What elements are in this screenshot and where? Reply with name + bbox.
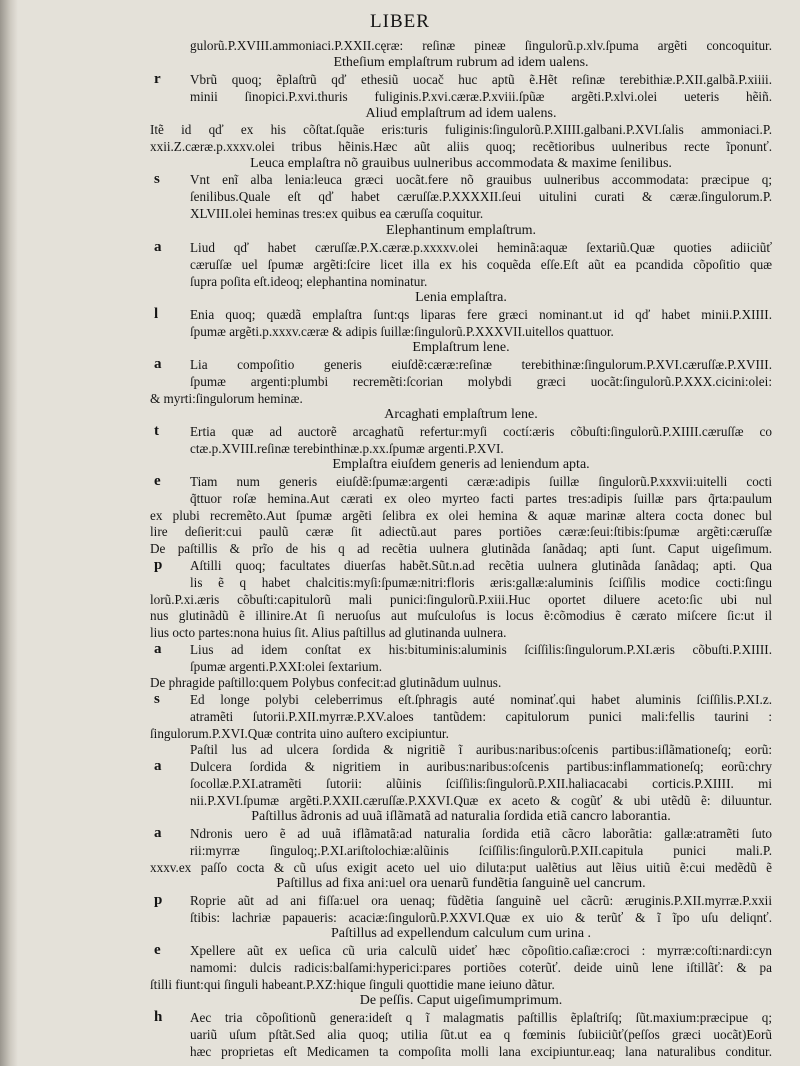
line-text: Dulcera ſordida & nigritiem in auribus:naribus:oſcenis partibus:inflammationeſq; eorũ:chry: [190, 759, 772, 774]
text-line: [150, 893, 772, 910]
binding-gutter: [0, 0, 18, 1066]
line-text: minii ſinopici.P.xvi.thuris fuliginis.P.xvi.cæræ.P.xviii.ſpũæ argẽti.P.xlvi.olei ueteris hẽiñ.: [190, 89, 772, 104]
line-text: De phragide paſtillo:quem Polybus confecit:ad glutinãdum uulnus.: [150, 675, 502, 690]
text-line: [150, 625, 772, 642]
guide-letter: a: [154, 239, 162, 255]
text-line: [150, 257, 772, 274]
line-text: ſtilli fiunt:qui ſinguli habeant.P.XZ:hique ſinguli quottidie mane ieiuno dãtur.: [150, 977, 555, 992]
line-text: ſupra poſita eſt.ideoq; elephantina nominatur.: [190, 274, 428, 289]
text-line: [150, 189, 772, 206]
text-line: [150, 675, 772, 692]
text-line: [150, 993, 772, 1010]
text-line: [150, 172, 772, 189]
text-line: [150, 876, 772, 893]
line-text: ſpumæ argenti.P.XXI:olei ſextarium.: [190, 659, 383, 674]
line-text: ſpumæ argẽti.p.xxxv.cæræ & adipis ſuillæ:ſingulorũ.P.XXXVII.uitellos quattuor.: [190, 324, 614, 339]
guide-letter: a: [154, 758, 162, 774]
text-line: [150, 407, 772, 424]
text-line: [150, 508, 772, 525]
line-text: Ed longe polybi celeberrimus eſt.ſphragis auté nominať.qui habet aluminis ſciſſilis.P.XI.z.: [190, 692, 772, 707]
line-text: lis ẽ q habet chalcitis:myſi:ſpumæ:nitri:floris æris:gallæ:aluminis ſciſſilis modice cocti:ſingu: [190, 575, 772, 590]
text-line: [150, 156, 772, 173]
text-line: [150, 274, 772, 291]
line-text: lorũ.P.xi.æris cõbuſti:capitulorũ mali punici:ſingulorũ.P.xiii.Huc oportet diluere aceto:ſic ubi nul: [150, 592, 772, 607]
running-head: LIBER: [370, 11, 430, 32]
line-text: xxii.Z.cæræ.p.xxxv.olei tribus hẽinis.Hæc aũt aliis quoq; recẽtioribus uulneribus recte ĩponunť.: [150, 139, 772, 154]
line-text: uariũ uſum pſtãt.Sed alia quoq; utilia ſũt.ut ea q fœminis ſubiiciũť(peſſos græci uocãt)Eorũ: [190, 1027, 772, 1042]
text-line: [150, 122, 772, 139]
text-line: [150, 960, 772, 977]
guide-letter: h: [154, 1009, 163, 1025]
text-line: [150, 55, 772, 72]
guide-letter: t: [154, 423, 159, 439]
text-line: [150, 340, 772, 357]
text-line: [150, 1027, 772, 1044]
line-text: Ndronis uero ẽ ad uuã iflãmatã:ad naturalia ſordida etiã cãcro laborãtia: gallæ:atramẽti ſuto: [190, 826, 772, 841]
line-text: Aec tria cõpoſitionũ genera:ideſt q ĩ malagmatis paſtillis ẽplaſtriſq; ſũt.maxium:præcipue q;: [190, 1010, 772, 1025]
text-line: [150, 575, 772, 592]
guide-letter: a: [154, 356, 162, 372]
line-text: Vbrũ quoq; ẽplaſtrũ qď ethesiũ uocač huc aptũ ẽ.Hẽt reſinæ terebithiæ.P.XII.galbã.P.xiiii.: [190, 72, 772, 87]
text-line: [150, 926, 772, 943]
section-heading: Etheſium emplaſtrum rubrum ad idem ualens.: [333, 55, 589, 70]
text-line: [150, 307, 772, 324]
text-line: [150, 910, 772, 927]
guide-letter: e: [154, 942, 161, 958]
text-line: [150, 709, 772, 726]
line-text: Tiam num generis eiuſdẽ:ſpumæ:argenti cæræ:adipis ſuillæ ſingulorũ.P.xxxvii:uitelli cocti: [190, 474, 772, 489]
line-text: Liud qď habet cæruſſæ.P.X.cæræ.p.xxxxv.olei heminã:aquæ ſextariũ.Quæ quoties adiiciũť: [190, 240, 772, 255]
line-text: lire deſierit:cui paulũ cæræ ſit adiectũ.aut pares portiões cæræ:ſeui:ſtibis:ſpumæ argẽti:cæruſſæ: [150, 524, 772, 539]
line-text: nus glutinãdũ ẽ illinire.At ſi neruoſus aut muſculoſus is locus ẽ:cõmodius ẽ cærato miſcere ſic:ut il: [150, 608, 772, 623]
text-line: [150, 457, 772, 474]
text-line: [150, 809, 772, 826]
line-text: Vnt enĩ alba lenia:leuca græci uocãt.fere nõ grauibus uulneribus accommodata: præcipue q;: [190, 172, 772, 187]
guide-letter: e: [154, 473, 161, 489]
text-line: [150, 608, 772, 625]
text-line: [150, 860, 772, 877]
guide-letter: p: [154, 892, 163, 908]
text-line: [150, 290, 772, 307]
line-text: namomi: dulcis radicis:balſami:hyperici:pares portiões coterũť. deide uinũ lene iſtillãť: & pa: [190, 960, 772, 975]
section-heading: Paſtillus ãdronis ad uuã iſlãmatã ad naturalia ſordida etiã cancro laborantia.: [251, 809, 671, 824]
text-line: [150, 943, 772, 960]
text-line: [150, 391, 772, 408]
text-line: [150, 38, 772, 55]
text-line: [150, 357, 772, 374]
line-text: ſocollæ.P.XI.atramẽti ſutorii: alũinis ſciſſilis:ſingulorũ.P.XII.haliacacabi corticis.P.XIIII. mi: [190, 776, 772, 791]
line-text: Enia quoq; quædã emplaſtra ſunt:qs liparas fere græci nominant.ut id qď habet minii.P.XIIII.: [190, 307, 772, 322]
section-heading: Leuca emplaſtra nõ grauibus uulneribus accommodata & maxime ſenilibus.: [250, 156, 672, 171]
text-line: [150, 1044, 772, 1061]
line-text: XLVIII.olei heminas tres:ex quibus ea cæruſſa coquitur.: [190, 206, 484, 221]
line-text: Lia compoſitio generis eiuſdẽ:cæræ:reſinæ terebithinæ:ſingulorum.P.XVI.cæruſſæ.P.XVIII.: [190, 357, 772, 372]
text-line: [150, 89, 772, 106]
text-line: [150, 541, 772, 558]
line-text: ſpumæ argenti:plumbi recremẽti:ſcorian molybdi græci uocãt:ſingulorũ.P.XXX.cicini:olei:: [190, 374, 772, 389]
line-text: ſenilibus.Quale eſt qď habet cæruſſæ.P.XXXXII.ſeui uitulini curati & cæræ.ſingulorum.P.: [190, 189, 772, 204]
section-heading: Emplaſtrum lene.: [412, 340, 510, 355]
line-text: ex plubi recremẽto.Aut ſpumæ argẽti ſelibra ex olei hemina & aquæ marinæ altera cocta donec bul: [150, 508, 772, 523]
section-heading: Lenia emplaſtra.: [415, 290, 507, 305]
section-heading: Emplaſtra eiuſdem generis ad leniendum apta.: [332, 457, 590, 472]
section-heading: Paſtillus ad fixa ani:uel ora uenarũ fundẽtia ſanguinẽ uel cancrum.: [276, 876, 646, 891]
guide-letter: r: [154, 71, 161, 87]
text-line: [150, 106, 772, 123]
text-line: [150, 726, 772, 743]
section-heading: Aliud emplaſtrum ad idem ualens.: [365, 106, 557, 121]
text-line: [150, 240, 772, 257]
guide-letter: a: [154, 641, 162, 657]
text-line: [150, 742, 772, 759]
line-text: lius octo partes:nona huius ſit. Alius paſtillus ad glutinanda uulnera.: [150, 625, 507, 640]
line-text: cæruſſæ uel ſpumæ argẽti:ſcire licet illa ex his coquẽda eſſe.Eſt aũt ea pcandida cõpoſitio quæ: [190, 257, 772, 272]
text-line: [150, 374, 772, 391]
text-line: [150, 474, 772, 491]
text-line: [150, 139, 772, 156]
text-line: [150, 206, 772, 223]
line-text: Itẽ id qď ex his cõſtat.ſquãe eris:turis fuliginis:ſingulorũ.P.XIIII.galbani.P.XVI.ſalis ammoniaci.P.: [150, 122, 772, 137]
text-line: [150, 524, 772, 541]
section-heading: Elephantinum emplaſtrum.: [385, 223, 537, 238]
text-line: [150, 324, 772, 341]
section-heading: Arcaghati emplaſtrum lene.: [384, 407, 538, 422]
line-text: q̃ttuor roſæ hemina.Aut cærati ex oleo myrteo facti partes tres:adipis ſuillæ pars q̃rta:paulum: [190, 491, 772, 506]
text-line: [150, 759, 772, 776]
text-line: [150, 793, 772, 810]
section-heading: Paſtillus ad expellendum calculum cum urina .: [330, 926, 592, 941]
line-text: rii:myrræ ſinguloq;.P.XI.ariſtolochiæ:alũinis ſciſſilis:ſingulorũ.P.XII.capitula punici mali.P.: [190, 843, 772, 858]
line-text: ſingulorum.P.XVI.Quæ contrita uino auſtero excipiuntur.: [150, 726, 449, 741]
guide-letter: s: [154, 691, 160, 707]
line-text: Aſtilli quoq; facultates diuerſas habẽt.Sũt.n.ad recẽtia uulnera glutinãda ſanãdaq; apti. Qua: [190, 558, 772, 573]
text-line: [150, 592, 772, 609]
line-text: Lius ad idem conſtat ex his:bituminis:aluminis ſciſſilis:ſingulorum.P.XI.æris cõbuſti.P.XIIII.: [190, 642, 772, 657]
section-heading: De peſſis. Caput uigeſimumprimum.: [359, 993, 563, 1008]
line-text: De paſtillis & prĩo de his q ad recẽtia uulnera glutinãda ſanãdaq; apti ſunt. Caput uigeſimum.: [150, 541, 772, 556]
line-text: Paſtil lus ad ulcera ſordida & nigritiẽ ĩ auribus:naribus:oſcenis partibus:iſlãmationeſq; eorũ:: [190, 742, 772, 757]
text-line: [150, 72, 772, 89]
line-text: Ertia quæ ad auctorẽ arcaghatũ refertur:myſi coctí:æris cõbuſti:ſingulorũ.P.XIIII.cæruſſæ co: [190, 424, 772, 439]
text-line: [150, 692, 772, 709]
text-line: [150, 659, 772, 676]
text-line: [150, 1010, 772, 1027]
text-line: [150, 491, 772, 508]
line-text: nii.P.XVI.ſpumæ argẽti.P.XXII.cæruſſæ.P.XXVI.Quæ ex aceto & cogũť & ubi utẽdũ ẽ: diluuntur.: [190, 793, 772, 808]
line-text: atramẽti ſutorii.P.XII.myrræ.P.XV.aloes tantũdem: capitulorum punici mali:fellis taurini :: [190, 709, 772, 724]
line-text: xxxv.ex paſſo cocta & cũ uſus exigit aceto uel uio diluta:put ualẽtius aut lẽius uitiũ ẽ:cui medẽdũ ẽ: [150, 860, 772, 875]
guide-letter: a: [154, 825, 162, 841]
line-text: & myrti:ſingulorum heminæ.: [150, 391, 303, 406]
text-line: [150, 826, 772, 843]
line-text: ſtibis: lachriæ papaueris: acaciæ:ſingulorũ.P.XXVI.Quæ ex uio & terũť & ĩ ĩpo uſu deliqnť.: [190, 910, 772, 925]
guide-letter: s: [154, 171, 160, 187]
text-line: [150, 977, 772, 994]
text-line: [150, 424, 772, 441]
text-line: [150, 558, 772, 575]
text-line: [150, 223, 772, 240]
guide-letter: l: [154, 306, 159, 322]
text-line: [150, 441, 772, 458]
text-line: [150, 843, 772, 860]
line-text: hæc proprietas eſt Medicamen ta compoſita molli lana excipiuntur.eaq; lana naturalibus conditur.: [190, 1044, 772, 1059]
line-text: Xpellere aũt ex ueſica cũ uria calculũ uideť hæc cõpoſitio.caſiæ:croci : myrræ:coſti:nardi:cyn: [190, 943, 772, 958]
line-text: gulorũ.P.XVIII.ammoniaci.P.XXII.cęræ: reſinæ pineæ ſingulorũ.p.xlv.ſpuma argẽti concoquitur.: [190, 38, 772, 53]
guide-letter: p: [154, 557, 163, 573]
line-text: ctæ.p.XVIII.reſinæ terebinthinæ.p.xx.ſpumæ argenti.P.XVI.: [190, 441, 504, 456]
text-line: [150, 642, 772, 659]
text-line: [150, 776, 772, 793]
line-text: Roprie aũt ad ani fiſſa:uel ora uenaq; fũdẽtia ſanguinẽ uel cãcrũ: æruginis.P.XII.myrræ.P.xxii: [190, 893, 772, 908]
